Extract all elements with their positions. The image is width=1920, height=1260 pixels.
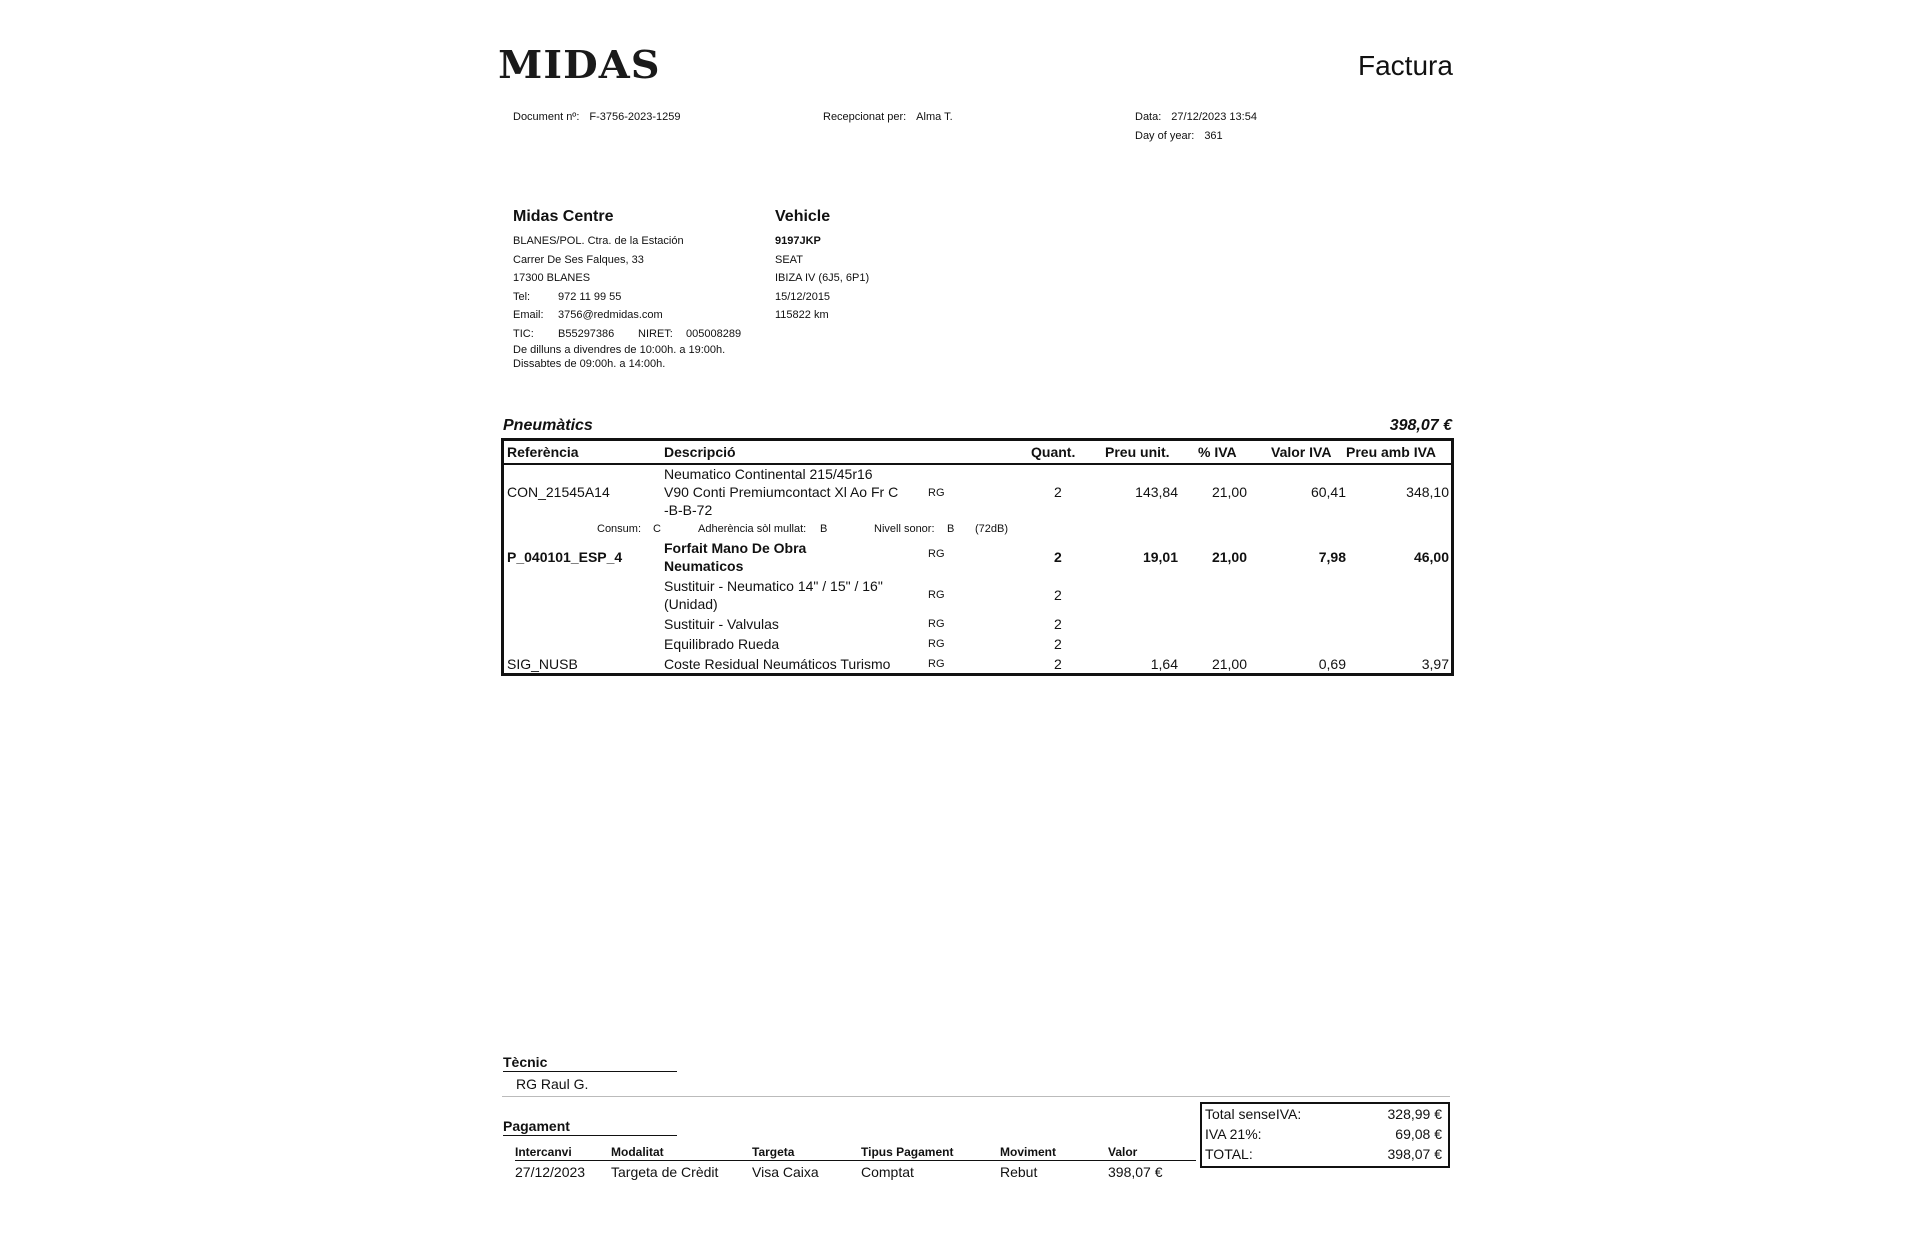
row1-noise-value: B (947, 523, 955, 535)
technician-code: RG (516, 1076, 537, 1092)
header-unit-price: Preu unit. (1105, 444, 1170, 460)
vehicle-mileage: 115822 km (775, 309, 829, 321)
vehicle-plate: 9197JKP (775, 235, 821, 247)
centre-address (513, 232, 783, 343)
sub3-quantity: 2 (1054, 636, 1062, 652)
payment-header-type: Tipus Pagament (861, 1145, 954, 1159)
centre-tel-label: Tel: (513, 290, 531, 303)
row3-quantity: 2 (1054, 656, 1062, 672)
row1-iva-value: 60,41 (1310, 484, 1346, 500)
centre-email-label: Email: (513, 309, 544, 321)
row1-noise-label: Nivell sonor: (874, 523, 935, 535)
totals-net (1205, 1106, 1442, 1126)
payment-header-mode: Modalitat (611, 1145, 664, 1159)
row1-description-line1: Neumatico Continental 215/45r16 (664, 466, 873, 482)
row1-consum-label: Consum: (597, 523, 642, 535)
header-quantity: Quant. (1031, 444, 1076, 460)
row3-reference: SIG_NUSB (507, 656, 578, 672)
row1-unit-price: 143,84 (1135, 484, 1178, 500)
payment-table-header (515, 1143, 1196, 1161)
totals-iva (1205, 1126, 1442, 1146)
totals-net-value: 328,99 € (1387, 1106, 1442, 1122)
row1-technician: RG (928, 487, 945, 499)
totals-grand-value: 398,07 € (1387, 1146, 1442, 1162)
header-iva-percent: % IVA (1198, 444, 1237, 460)
centre-line1: BLANES/POL. Ctra. de la Estación (513, 235, 684, 247)
centre-email (513, 306, 783, 325)
header-reference: Referència (507, 444, 579, 460)
payment-header-value: Valor (1108, 1145, 1138, 1159)
centre-line2: Carrer De Ses Falques, 33 (513, 253, 644, 266)
vehicle-registration-date: 15/12/2015 (775, 290, 831, 303)
centre-tel-value: 972 11 99 55 (558, 290, 622, 303)
totals-iva-value: 69,08 € (1395, 1126, 1442, 1142)
centre-line3: 17300 BLANES (513, 272, 591, 284)
document-date-label: Data: (1135, 111, 1162, 123)
centre-niret-label: NIRET: (638, 327, 673, 340)
payment-exchange: 27/12/2023 (515, 1164, 586, 1180)
section-total: 398,07 € (1389, 417, 1452, 434)
document-date (1135, 111, 1257, 123)
row2-iva-percent: 21,00 (1211, 549, 1247, 565)
received-by-label: Recepcionat per: (823, 111, 907, 123)
section-divider (502, 1096, 1450, 1097)
row2-iva-value: 7,98 (1318, 549, 1346, 565)
day-of-year-value: 361 (1204, 130, 1223, 142)
sub2-description: Sustituir - Valvulas (664, 616, 779, 632)
vehicle-make: SEAT (775, 253, 803, 266)
centre-hours-saturday: Dissabtes de 09:00h. a 14:00h. (513, 358, 666, 370)
payment-header-card: Targeta (752, 1145, 795, 1159)
technician-section-title: Tècnic (503, 1054, 677, 1072)
centre-tic (513, 325, 783, 344)
payment-type: Comptat (861, 1164, 914, 1180)
row2-quantity: 2 (1054, 549, 1062, 565)
row1-iva-percent: 21,00 (1211, 484, 1247, 500)
row3-technician: RG (928, 658, 945, 670)
totals-grand (1205, 1146, 1442, 1166)
centre-tic-label: TIC: (513, 327, 534, 340)
row2-description-line2: Neumaticos (664, 558, 744, 574)
sub1-description-line2: (Unidad) (664, 596, 718, 612)
day-of-year (1135, 130, 1223, 142)
day-of-year-label: Day of year: (1135, 130, 1195, 142)
section-name: Pneumàtics (503, 417, 593, 434)
centre-niret-value: 005008289 (686, 327, 742, 340)
technician (516, 1076, 588, 1092)
sub1-quantity: 2 (1054, 587, 1062, 603)
payment-value: 398,07 € (1108, 1164, 1163, 1180)
centre-email-value: 3756@redmidas.com (558, 309, 663, 321)
received-by-value: Alma T. (916, 111, 953, 123)
row1-reference: CON_21545A14 (507, 484, 610, 500)
totals-iva-label: IVA 21%: (1205, 1126, 1262, 1142)
row1-noise-db: (72dB) (975, 523, 1009, 535)
items-table-header (504, 441, 1451, 465)
sub3-description: Equilibrado Rueda (664, 636, 780, 652)
row2-technician: RG (928, 548, 945, 560)
vehicle-title: Vehicle (775, 208, 831, 225)
sub2-quantity: 2 (1054, 616, 1062, 632)
document-number-value: F-3756-2023-1259 (589, 111, 681, 123)
row1-consum-value: C (653, 523, 661, 535)
payment-section-title: Pagament (503, 1118, 677, 1136)
row1-total: 348,10 (1406, 484, 1449, 500)
payment-header-exchange: Intercanvi (515, 1145, 572, 1159)
centre-hours (513, 343, 813, 371)
totals-net-label: Total senseIVA: (1205, 1106, 1302, 1122)
sub2-technician: RG (928, 618, 945, 630)
row1-description-line2: V90 Conti Premiumcontact Xl Ao Fr C (664, 484, 899, 500)
document-number (513, 111, 681, 123)
received-by (823, 111, 953, 123)
vehicle-details (775, 232, 995, 325)
centre-name: Midas Centre (513, 208, 614, 225)
row3-total: 3,97 (1421, 656, 1449, 672)
row2-unit-price: 19,01 (1142, 549, 1178, 565)
row1-adherence-label: Adherència sòl mullat: (698, 523, 807, 535)
totals-box (1200, 1102, 1450, 1168)
header-description: Descripció (664, 444, 736, 460)
row1-description-line3: -B-B-72 (664, 502, 713, 518)
payment-card: Visa Caixa (752, 1164, 819, 1180)
row1-quantity: 2 (1054, 484, 1062, 500)
centre-tel (513, 288, 783, 307)
sub1-description-line1: Sustituir - Neumatico 14" / 15" / 16" (664, 578, 883, 594)
payment-mode: Targeta de Crèdit (611, 1164, 719, 1180)
technician-name: Raul G. (540, 1076, 589, 1092)
row3-iva-percent: 21,00 (1211, 656, 1247, 672)
payment-header-movement: Moviment (1000, 1145, 1057, 1159)
row3-iva-value: 0,69 (1318, 656, 1346, 672)
payment-row (515, 1164, 1196, 1182)
header-iva-value: Valor IVA (1271, 444, 1332, 460)
items-table (501, 438, 1454, 676)
row2-reference: P_040101_ESP_4 (507, 549, 623, 565)
document-date-value: 27/12/2023 13:54 (1171, 111, 1257, 123)
document-number-label: Document nº: (513, 111, 580, 123)
sub3-technician: RG (928, 638, 945, 650)
row2-description-line1: Forfait Mano De Obra (664, 540, 807, 556)
midas-logo: MIDAS (498, 42, 661, 87)
row3-unit-price: 1,64 (1150, 656, 1178, 672)
document-title: Factura (1358, 50, 1453, 81)
row2-total: 46,00 (1413, 549, 1449, 565)
vehicle-model: IBIZA IV (6J5, 6P1) (775, 272, 870, 284)
section-header (503, 417, 1452, 435)
payment-movement: Rebut (1000, 1164, 1038, 1180)
sub1-technician: RG (928, 589, 945, 601)
row3-description: Coste Residual Neumáticos Turismo (664, 656, 891, 672)
row1-adherence-value: B (820, 523, 828, 535)
header-price-with-iva: Preu amb IVA (1346, 444, 1436, 460)
centre-tic-value: B55297386 (558, 327, 615, 340)
centre-hours-weekdays: De dilluns a divendres de 10:00h. a 19:00h. (513, 344, 726, 356)
totals-grand-label: TOTAL: (1205, 1146, 1253, 1162)
